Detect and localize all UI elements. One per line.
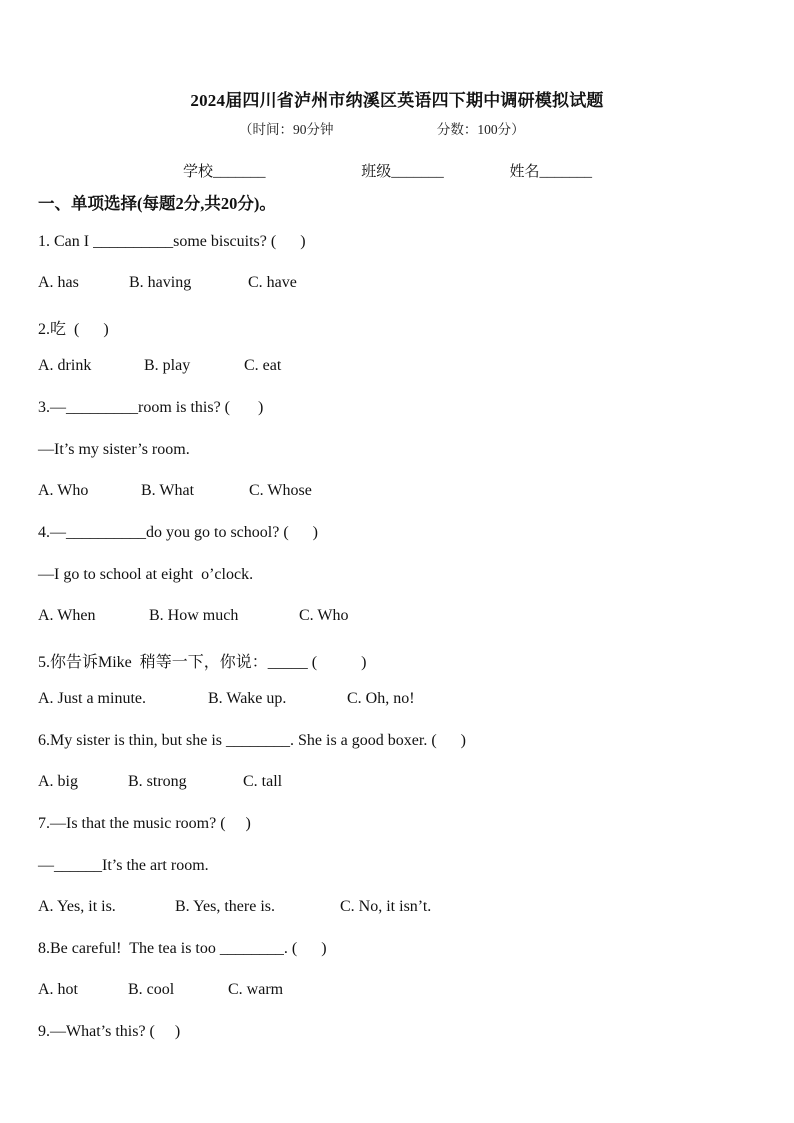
question-7-options bbox=[38, 898, 431, 916]
option-b[interactable]: B. cool bbox=[128, 981, 175, 998]
option-b[interactable]: B. play bbox=[144, 357, 191, 374]
option-a[interactable]: A. drink bbox=[38, 357, 92, 374]
option-a[interactable]: A. Just a minute. bbox=[38, 690, 146, 707]
option-a[interactable]: A. When bbox=[38, 607, 96, 624]
page-title: 2024届四川省泸州市纳溪区英语四下期中调研模拟试题 bbox=[190, 91, 604, 110]
question-5-stem: 5.你告诉Mike 稍等一下，你说：_____ ( ) bbox=[38, 654, 367, 671]
name-field[interactable]: 姓名_______ bbox=[509, 164, 593, 180]
option-b[interactable]: B. Wake up. bbox=[208, 690, 287, 707]
question-2-options bbox=[38, 357, 281, 375]
question-8-stem: 8.Be careful! The tea is too ________. ( ) bbox=[38, 940, 327, 957]
student-info-fields bbox=[183, 160, 592, 181]
question-6-options bbox=[38, 773, 282, 791]
option-c[interactable]: C. Whose bbox=[249, 482, 312, 499]
exam-time: （时间：90分钟 bbox=[239, 122, 334, 137]
option-b[interactable]: B. having bbox=[129, 274, 192, 291]
option-a[interactable]: A. has bbox=[38, 274, 79, 291]
option-c[interactable]: C. eat bbox=[244, 357, 282, 374]
option-b[interactable]: B. What bbox=[141, 482, 195, 499]
question-4-reply: —I go to school at eight o’clock. bbox=[38, 566, 254, 583]
question-4-options bbox=[38, 607, 348, 625]
question-3-reply: —It’s my sister’s room. bbox=[38, 441, 190, 458]
option-a[interactable]: A. hot bbox=[38, 981, 78, 998]
question-3-options bbox=[38, 482, 312, 500]
school-field[interactable]: 学校_______ bbox=[183, 164, 266, 180]
question-5-options bbox=[38, 690, 415, 708]
question-7-stem: 7.—Is that the music room? ( ) bbox=[38, 815, 251, 832]
class-field[interactable]: 班级_______ bbox=[361, 164, 444, 180]
option-a[interactable]: A. big bbox=[38, 773, 78, 790]
section-heading: 一、单项选择(每题2分,共20分)。 bbox=[38, 194, 276, 213]
question-1-stem: 1. Can I __________some biscuits? ( ) bbox=[38, 233, 306, 250]
option-c[interactable]: C. Oh, no! bbox=[347, 690, 415, 707]
question-8-options bbox=[38, 981, 283, 999]
option-c[interactable]: C. warm bbox=[228, 981, 284, 998]
question-4-stem: 4.—__________do you go to school? ( ) bbox=[38, 524, 318, 541]
exam-score: 分数：100分） bbox=[436, 122, 525, 137]
question-7-reply: —______It’s the art room. bbox=[38, 857, 209, 874]
option-c[interactable]: C. Who bbox=[299, 607, 349, 624]
option-c[interactable]: C. No, it isn’t. bbox=[340, 898, 432, 915]
option-c[interactable]: C. tall bbox=[243, 773, 283, 790]
option-a[interactable]: A. Yes, it is. bbox=[38, 898, 116, 915]
question-3-stem: 3.—_________room is this? ( ) bbox=[38, 399, 264, 416]
option-b[interactable]: B. strong bbox=[128, 773, 187, 790]
question-9-stem: 9.—What’s this? ( ) bbox=[38, 1023, 181, 1040]
question-2-stem: 2.吃 ( ) bbox=[38, 321, 109, 338]
question-6-stem: 6.My sister is thin, but she is ________. She is a good boxer. ( ) bbox=[38, 732, 466, 749]
option-c[interactable]: C. have bbox=[248, 274, 297, 291]
question-1-options bbox=[38, 274, 297, 292]
option-b[interactable]: B. How much bbox=[149, 607, 239, 624]
exam-info bbox=[239, 118, 525, 138]
option-b[interactable]: B. Yes, there is. bbox=[175, 898, 276, 915]
option-a[interactable]: A. Who bbox=[38, 482, 89, 499]
